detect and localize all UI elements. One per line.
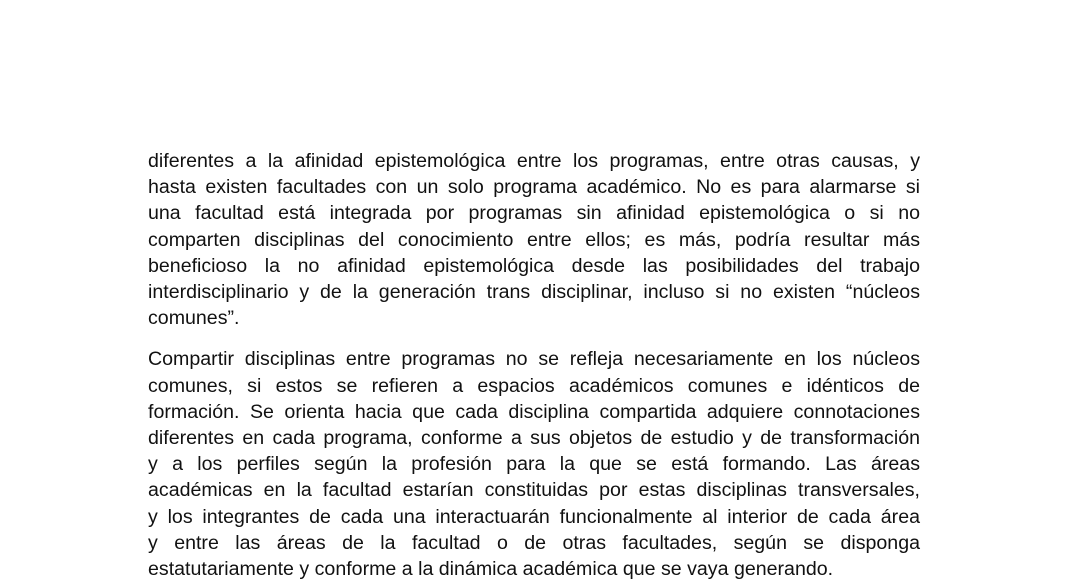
text-line: y a los perfiles según la profesión para la que se está formando. Las áreas (148, 453, 920, 476)
text-line: estatutariamente y conforme a la dinámica académica que se vaya generando. (148, 558, 834, 581)
body-text (148, 148, 920, 582)
paragraph-1 (148, 148, 920, 331)
text-line: formación. Se orienta hacia que cada disciplina compartida adquiere connotaciones (148, 400, 920, 423)
text-line: una facultad está integrada por programas sin afinidad epistemológica o si no (148, 202, 920, 225)
text-line: comunes”. (148, 307, 240, 330)
text-line: Compartir disciplinas entre programas no se refleja necesariamente en los núcleos (148, 348, 920, 371)
text-line: beneficioso la no afinidad epistemológica desde las posibilidades del trabajo (148, 254, 920, 277)
text-line: académicas en la facultad estarían constituidas por estas disciplinas transversales, (148, 479, 920, 502)
text-line: diferentes en cada programa, conforme a sus objetos de estudio y de transformación (148, 427, 920, 450)
text-line: hasta existen facultades con un solo programa académico. No es para alarmarse si (148, 176, 920, 199)
text-line: y los integrantes de cada una interactuarán funcionalmente al interior de cada área (148, 505, 920, 528)
text-line: diferentes a la afinidad epistemológica entre los programas, entre otras causas, y (148, 150, 920, 172)
text-line: comparten disciplinas del conocimiento entre ellos; es más, podría resultar más (148, 228, 920, 251)
text-line: y entre las áreas de la facultad o de otras facultades, según se disponga (148, 531, 920, 554)
text-line: comunes, si estos se refieren a espacios académicos comunes e idénticos de (148, 374, 920, 397)
text-line: interdisciplinario y de la generación trans disciplinar, incluso si no existen “núcleos (148, 281, 920, 304)
paragraph-2 (148, 346, 920, 582)
